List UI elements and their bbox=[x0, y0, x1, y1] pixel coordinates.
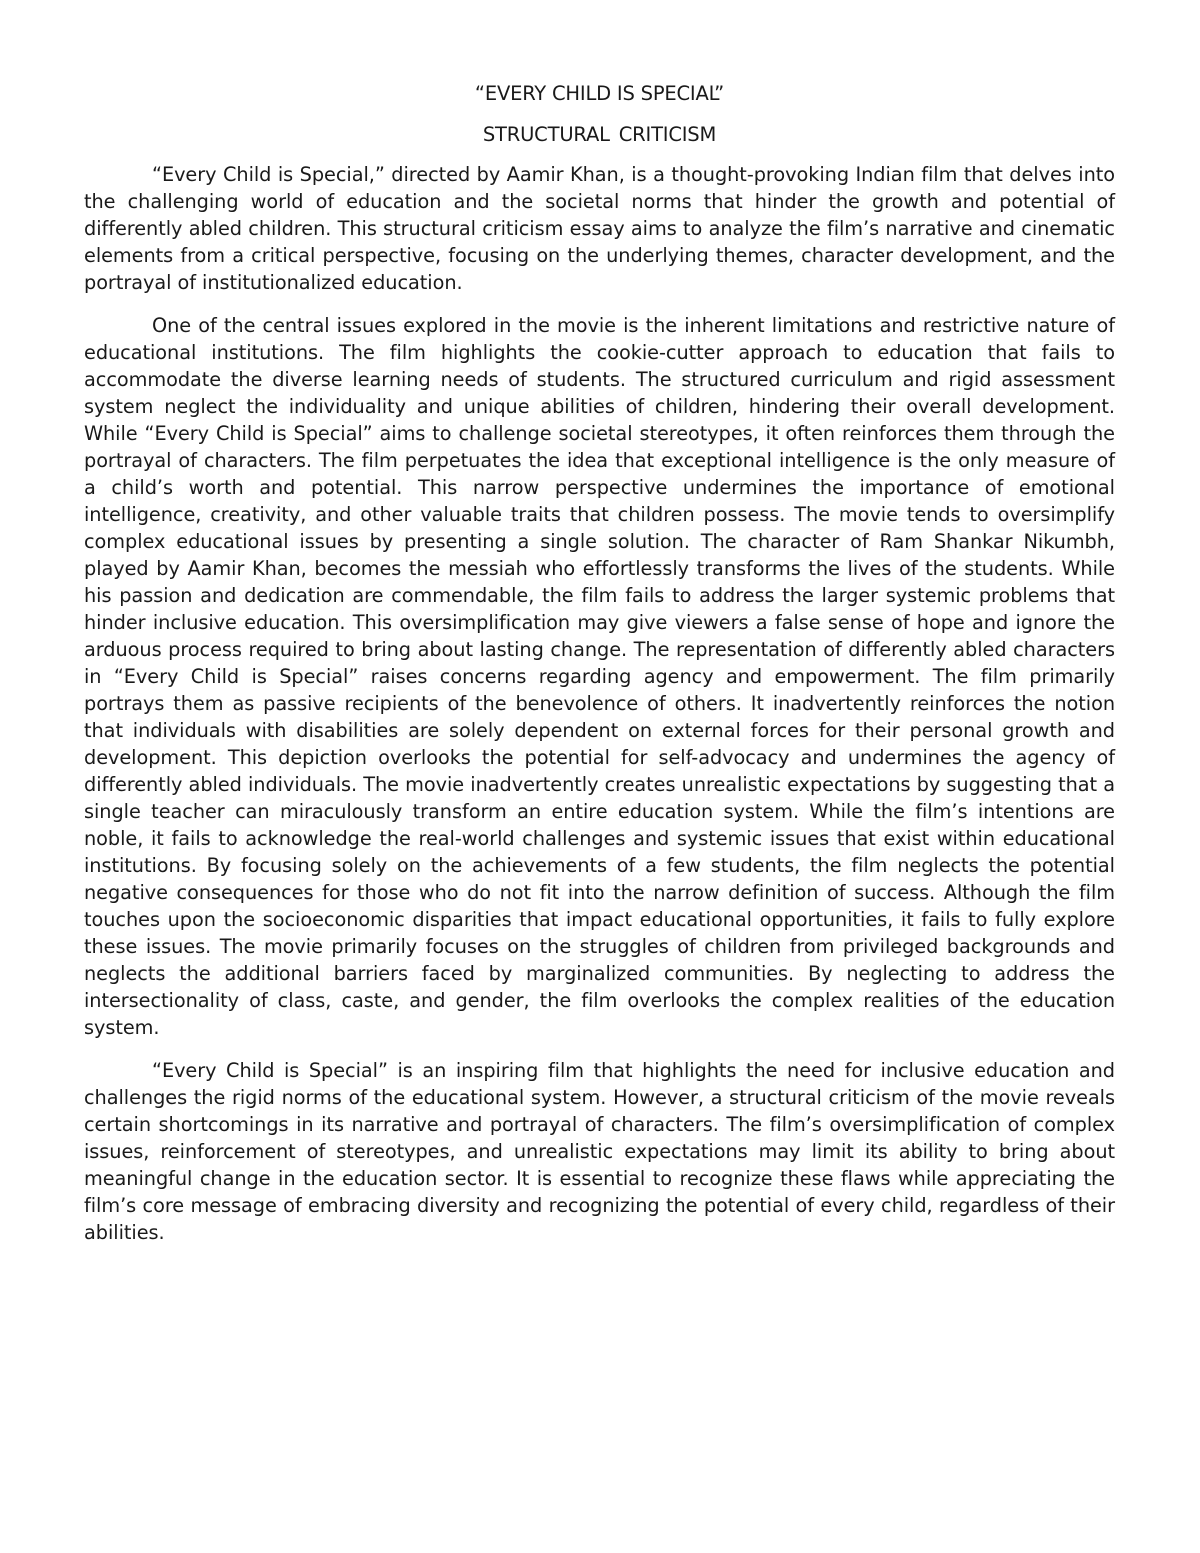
paragraph-introduction: “Every Child is Special,” directed by Aamir Khan, is a thought-provoking Indian film that delves into the challenging world of education and the societal norms that hinder the growth and potential of differently abled children. This structural criticism essay aims to analyze the film’s narrative and cinematic elements from a critical perspective, focusing on the underlying themes, character development, and the portrayal of institutionalized education. bbox=[84, 163, 1115, 294]
paragraph-conclusion: “Every Child is Special” is an inspiring film that highlights the need for inclusive education and challenges the rigid norms of the educational system. However, a structural criticism of the movie reveals certain shortcomings in its narrative and portrayal of characters. The film’s oversimplification of complex issues, reinforcement of stereotypes, and unrealistic expectations may limit its ability to bring about meaningful change in the education sector. It is essential to recognize these flaws while appreciating the film’s core message of embracing diversity and recognizing the potential of every child, regardless of their abilities. bbox=[84, 1059, 1115, 1244]
document-body bbox=[84, 80, 1115, 1262]
document-title: “EVERY CHILD IS SPECIAL” bbox=[474, 82, 725, 105]
paragraph-body: One of the central issues explored in the movie is the inherent limitations and restrictive nature of educational institutions. The film highlights the cookie-cutter approach to education that fails to accommodate the diverse learning needs of students. The structured curriculum and rigid assessment system neglect the individuality and unique abilities of children, hindering their overall development. While “Every Child is Special” aims to challenge societal stereotypes, it often reinforces them through the portrayal of characters. The film perpetuates the idea that exceptional intelligence is the only measure of a child’s worth and potential. This narrow perspective undermines the importance of emotional intelligence, creativity, and other valuable traits that children possess. The movie tends to oversimplify complex educational issues by presenting a single solution. The character of Ram Shankar Nikumbh, played by Aamir Khan, becomes the messiah who effortlessly transforms the lives of the students. While his passion and dedication are commendable, the film fails to address the larger systemic problems that hinder inclusive education. This oversimplification may give viewers a false sense of hope and ignore the arduous process required to bring about lasting change. The representation of differently abled characters in “Every Child is Special” raises concerns regarding agency and empowerment. The film primarily portrays them as passive recipients of the benevolence of others. It inadvertently reinforces the notion that individuals with disabilities are solely dependent on external forces for their personal growth and development. This depiction overlooks the potential for self-advocacy and undermines the agency of differently abled individuals. The movie inadvertently creates unrealistic expectations by suggesting that a single teacher can miraculously transform an entire education system. While the film’s intentions are noble, it fails to acknowledge the real-world challenges and systemic issues that exist within educational institutions. By focusing solely on the achievements of a few students, the film neglects the potential negative consequences for those who do not fit into the narrow definition of success. Although the film touches upon the socioeconomic disparities that impact educational opportunities, it fails to fully explore these issues. The movie primarily focuses on the struggles of children from privileged backgrounds and neglects the additional barriers faced by marginalized communities. By neglecting to address the intersectionality of class, caste, and gender, the film overlooks the complex realities of the education system. bbox=[84, 314, 1115, 1039]
document-subtitle: STRUCTURAL CRITICISM bbox=[482, 123, 717, 146]
